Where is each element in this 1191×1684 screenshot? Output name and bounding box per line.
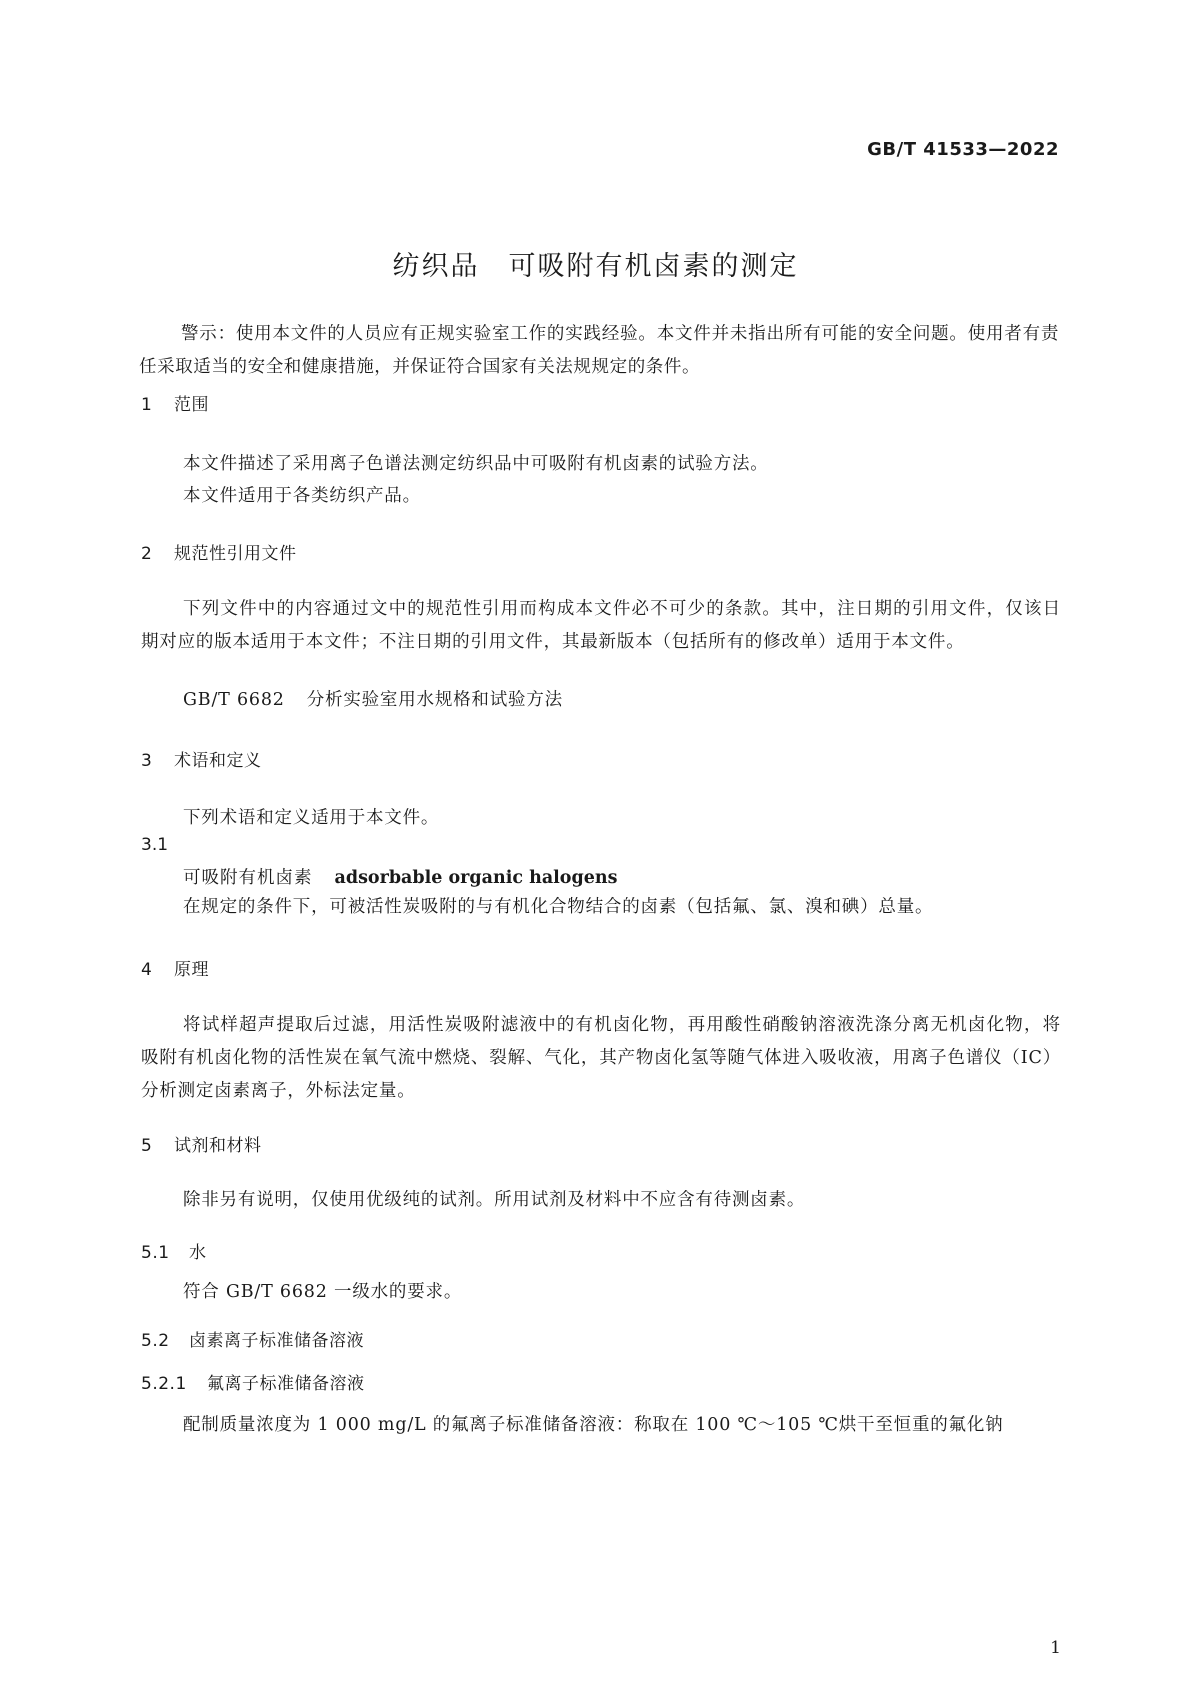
section-title: 术语和定义 (174, 751, 262, 771)
normative-references-paragraph: 下列文件中的内容通过文中的规范性引用而构成本文件必不可少的条款。其中，注日期的引用文件，仅该日期对应的版本适用于本文件；不注日期的引用文件，其最新版本（包括所有的修改单）适用于本文件。 (141, 599, 1061, 652)
section-5-2-heading (141, 1326, 364, 1351)
section-2-heading (141, 539, 297, 564)
term-definition: 在规定的条件下，可被活性炭吸附的与有机化合物结合的卤素（包括氟、氯、溴和碘）总量。 (183, 897, 934, 917)
reference-code: GB/T 6682 (183, 690, 285, 710)
safety-warning: 警示：使用本文件的人员应有正规实验室工作的实践经验。本文件并未指出所有可能的安全问题。使用者有责任采取适当的安全和健康措施，并保证符合国家有关法规规定的条件。 (139, 324, 1059, 377)
fluoride-stock-solution-text: 配制质量浓度为 1 000 mg/L 的氟离子标准储备溶液：称取在 100 ℃～105 ℃烘干至恒重的氟化钠 (183, 1415, 1004, 1435)
section-1-heading (141, 390, 209, 415)
section-number: 5.2.1 (141, 1374, 187, 1394)
principle-paragraph: 将试样超声提取后过滤，用活性炭吸附滤液中的有机卤化物，再用酸性硝酸钠溶液洗涤分离无机卤化物，将吸附有机卤化物的活性炭在氧气流中燃烧、裂解、气化，其产物卤化氢等随气体进入吸收液，用离子色谱仪（IC）分析测定卤素离子，外标法定量。 (141, 1015, 1061, 1101)
term-english: adsorbable organic halogens (334, 868, 618, 888)
section-number: 5.2 (141, 1331, 170, 1351)
reagents-intro: 除非另有说明，仅使用优级纯的试剂。所用试剂及材料中不应含有待测卤素。 (183, 1190, 806, 1210)
section-title: 规范性引用文件 (174, 544, 297, 564)
section-number: 1 (141, 395, 153, 415)
section-title: 水 (189, 1243, 207, 1263)
water-requirement: 符合 GB/T 6682 一级水的要求。 (183, 1282, 463, 1302)
section-title: 氟离子标准储备溶液 (207, 1374, 365, 1394)
section-number: 3 (141, 751, 153, 771)
term-entry (183, 864, 617, 889)
reference-title: 分析实验室用水规格和试验方法 (306, 690, 563, 710)
scope-line-2: 本文件适用于各类纺织产品。 (183, 486, 421, 506)
term-chinese: 可吸附有机卤素 (183, 868, 313, 888)
page-number: 1 (1050, 1638, 1061, 1658)
section-number: 2 (141, 544, 153, 564)
section-5-2-1-heading (141, 1369, 365, 1394)
terms-intro: 下列术语和定义适用于本文件。 (183, 808, 440, 828)
section-title: 试剂和材料 (174, 1136, 262, 1156)
reference-entry (183, 686, 563, 711)
section-title: 原理 (174, 960, 209, 980)
section-title: 卤素离子标准储备溶液 (189, 1331, 364, 1351)
section-number: 5.1 (141, 1243, 170, 1263)
section-5-heading (141, 1131, 262, 1156)
standard-number: GB/T 41533—2022 (867, 139, 1059, 160)
document-title: 纺织品 可吸附有机卤素的测定 (392, 251, 799, 282)
section-4-heading (141, 955, 209, 980)
section-3-heading (141, 746, 262, 771)
section-5-1-heading (141, 1238, 207, 1263)
scope-line-1: 本文件描述了采用离子色谱法测定纺织品中可吸附有机卤素的试验方法。 (183, 454, 769, 474)
section-number: 4 (141, 960, 153, 980)
section-title: 范围 (174, 395, 209, 415)
term-number: 3.1 (141, 835, 169, 855)
section-number: 5 (141, 1136, 153, 1156)
